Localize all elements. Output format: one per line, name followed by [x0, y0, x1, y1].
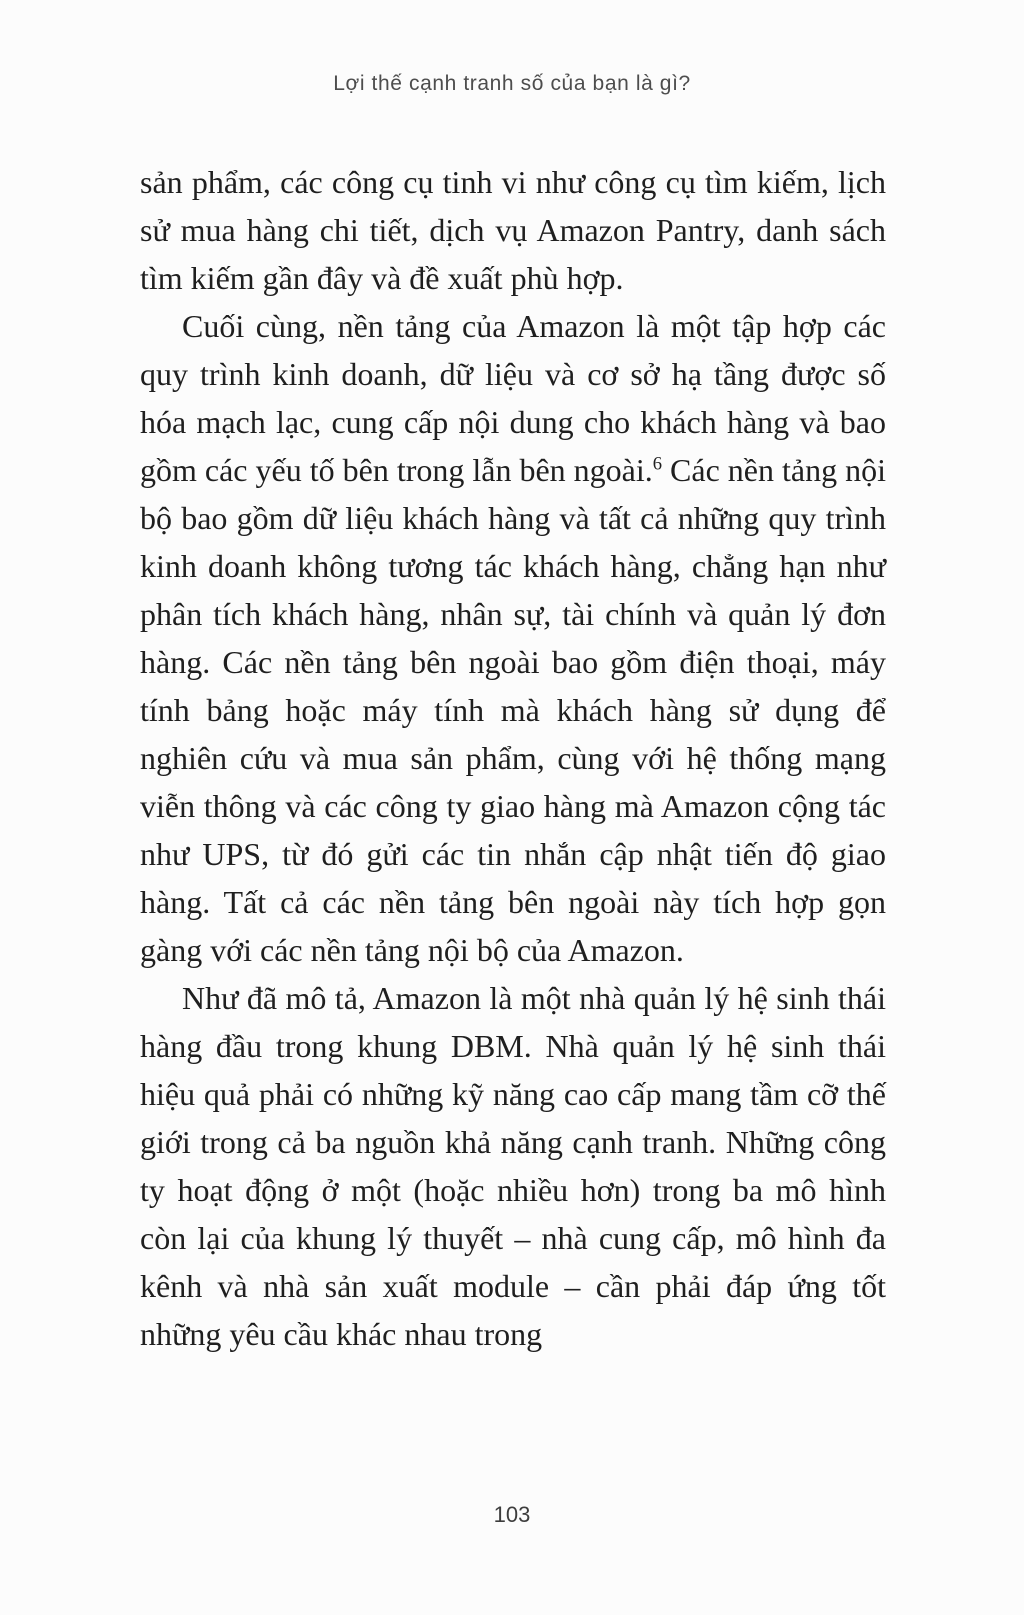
paragraph-amazon-platforms — [140, 302, 886, 974]
paragraph-text-after-footnote: Các nền tảng nội bộ bao gồm dữ liệu khách hàng và tất cả những quy trình kinh doanh không tương tác khách hàng, chẳng hạn như phân tích khách hàng, nhân sự, tài chính và quản lý đơn hàng. Các nền tảng bên ngoài bao gồm điện thoại, máy tính bảng hoặc máy tính mà khách hàng sử dụng để nghiên cứu và mua sản phẩm, cùng với hệ thống mạng viễn thông và các công ty giao hàng mà Amazon cộng tác như UPS, từ đó gửi các tin nhắn cập nhật tiến độ giao hàng. Tất cả các nền tảng bên ngoài này tích hợp gọn gàng với các nền tảng nội bộ của Amazon. — [140, 452, 886, 968]
page-number: 103 — [493, 1502, 531, 1527]
page-body — [140, 158, 886, 1358]
paragraph-text-before-footnote: Cuối cùng, nền tảng của Amazon là một tập hợp các quy trình kinh doanh, dữ liệu và cơ sở hạ tầng được số hóa mạch lạc, cung cấp nội dung cho khách hàng và bao gồm các yếu tố bên trong lẫn bên ngoài. — [140, 308, 886, 488]
footnote-reference: 6 — [652, 453, 663, 475]
paragraph-ecosystem-manager: Như đã mô tả, Amazon là một nhà quản lý hệ sinh thái hàng đầu trong khung DBM. Nhà quản lý hệ sinh thái hiệu quả phải có những kỹ năng cao cấp mang tầm cỡ thế giới trong cả ba nguồn khả năng cạnh tranh. Những công ty hoạt động ở một (hoặc nhiều hơn) trong ba mô hình còn lại của khung lý thuyết – nhà cung cấp, mô hình đa kênh và nhà sản xuất module – cần phải đáp ứng tốt những yêu cầu khác nhau trong — [140, 980, 886, 1352]
running-header: Lợi thế cạnh tranh số của bạn là gì? — [333, 72, 691, 95]
paragraph-continuation: sản phẩm, các công cụ tinh vi như công cụ tìm kiếm, lịch sử mua hàng chi tiết, dịch vụ Amazon Pantry, danh sách tìm kiếm gần đây và đề xuất phù hợp. — [140, 164, 886, 296]
